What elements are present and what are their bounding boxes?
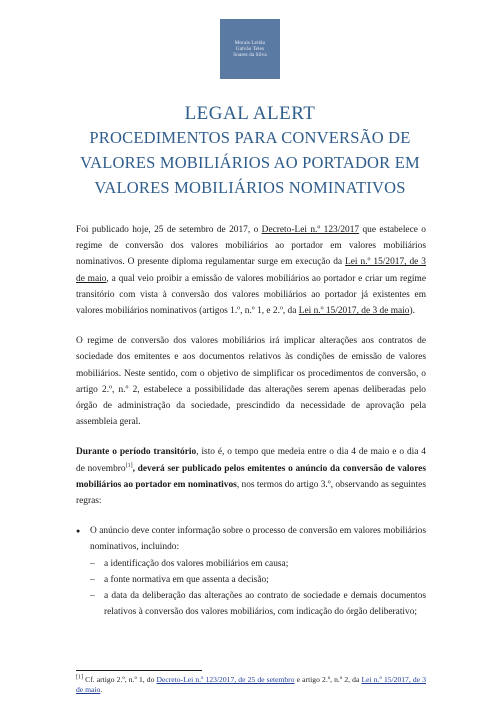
lei-15-2017-link[interactable]: Lei n.º 15/2017, de 3 de maio bbox=[76, 257, 426, 284]
footnote-divider bbox=[76, 670, 202, 671]
footnote-ref[interactable]: [1] bbox=[125, 462, 133, 469]
p3-text-a: , isto é, o tempo que medeia entre o dia 4 de maio e o dia 4 de novembro bbox=[76, 447, 426, 474]
paragraph-3 bbox=[76, 444, 426, 509]
logo-line-1: Morais Leitão bbox=[234, 40, 266, 46]
footnote-text-a: Cf. artigo 2.º, n.º 1, do bbox=[83, 675, 157, 684]
p1-text-b: que estabelece o regime de conversão dos valores mobiliários ao portador em valores mobiliários nominativos. O presente diploma regulamentar surge em execução da bbox=[76, 225, 426, 268]
title-main: LEGAL ALERT bbox=[184, 103, 316, 124]
title-sub-line-3: VALORES MOBILIÁRIOS NOMINATIVOS bbox=[94, 178, 406, 197]
footnote-mark: [1] bbox=[76, 674, 83, 681]
footnote-text-c: . bbox=[100, 685, 103, 694]
paragraph-2: O regime de conversão dos valores mobiliários irá implicar alterações aos contratos de sociedade dos emitentes e aos documentos relativos às condições de emissão de valores mobiliários. Neste sentido, com o objetivo de simplificar os procedimentos de conversão, o artigo 2.º, n.º 2, estabelece a possibilidade das alterações serem apenas deliberadas pelo órgão de administração da sociedade, prescindido da necessidade de aprovação pela assembleia geral. bbox=[76, 336, 426, 428]
sub-list-item: – a identificação dos valores mobiliários em causa; bbox=[90, 556, 426, 572]
p1-text-d: ). bbox=[409, 306, 415, 317]
p3-bold-announcement: , deverá ser publicado pelos emitentes o anúncio da conversão de valores mobiliários ao portador em nominativos bbox=[76, 463, 426, 490]
p3-text-b: , nos termos do artigo 3.º, observando as seguintes regras: bbox=[76, 479, 426, 507]
sub-list-item: – a data da deliberação das alterações ao contrato de sociedade e demais documentos relativos à conversão dos valores mobiliários, com indicação do órgão deliberativo; bbox=[90, 588, 426, 620]
list-item bbox=[76, 523, 426, 620]
title-sub-line-2: VALORES MOBILIÁRIOS AO PORTADOR EM bbox=[80, 153, 420, 172]
document-body bbox=[76, 222, 426, 620]
sub-list bbox=[90, 556, 426, 621]
p1-text-a: Foi publicado hoje, 25 de setembro de 2017, o bbox=[76, 225, 262, 235]
sub-list-item: – a fonte normativa em que assenta a decisão; bbox=[90, 572, 426, 588]
paragraph-1 bbox=[76, 222, 426, 319]
logo-line-2: Galvão Teles bbox=[235, 46, 265, 52]
lei-15-2017-link-2[interactable]: Lei n.º 15/2017, de 3 de maio bbox=[298, 306, 410, 317]
firm-logo bbox=[220, 19, 280, 79]
rules-list bbox=[76, 523, 426, 620]
p3-bold-period: Durante o período transitório bbox=[76, 447, 197, 458]
p1-text-c: , a qual veio proibir a emissão de valores mobiliários ao portador e criar um regime transitório com vista à conversão dos valores mobiliários ao portador já existentes em valores mobiliários nominativos (artigos 1.º, n.º 1, e 2.º, da bbox=[76, 273, 426, 317]
bullet-text: O anúncio deve conter informação sobre o processo de conversão em valores mobiliários nominativos, incluindo: bbox=[90, 526, 426, 553]
footnote bbox=[76, 675, 426, 695]
decreto-lei-link[interactable]: Decreto-Lei n.º 123/2017 bbox=[261, 225, 360, 235]
footnote-lei-link[interactable]: Lei n.º 15/2017, de 3 de maio bbox=[76, 675, 426, 694]
logo-line-3: Soares da Silva bbox=[233, 52, 267, 58]
title-sub-line-1: PROCEDIMENTOS PARA CONVERSÃO DE bbox=[89, 128, 411, 147]
footnote-text-b: e artigo 2.º, n.º 2, da bbox=[294, 675, 362, 684]
document-title bbox=[0, 103, 500, 200]
footnote-decreto-link[interactable]: Decreto-Lei n.º 123/2017, de 25 de setembro bbox=[156, 675, 295, 684]
